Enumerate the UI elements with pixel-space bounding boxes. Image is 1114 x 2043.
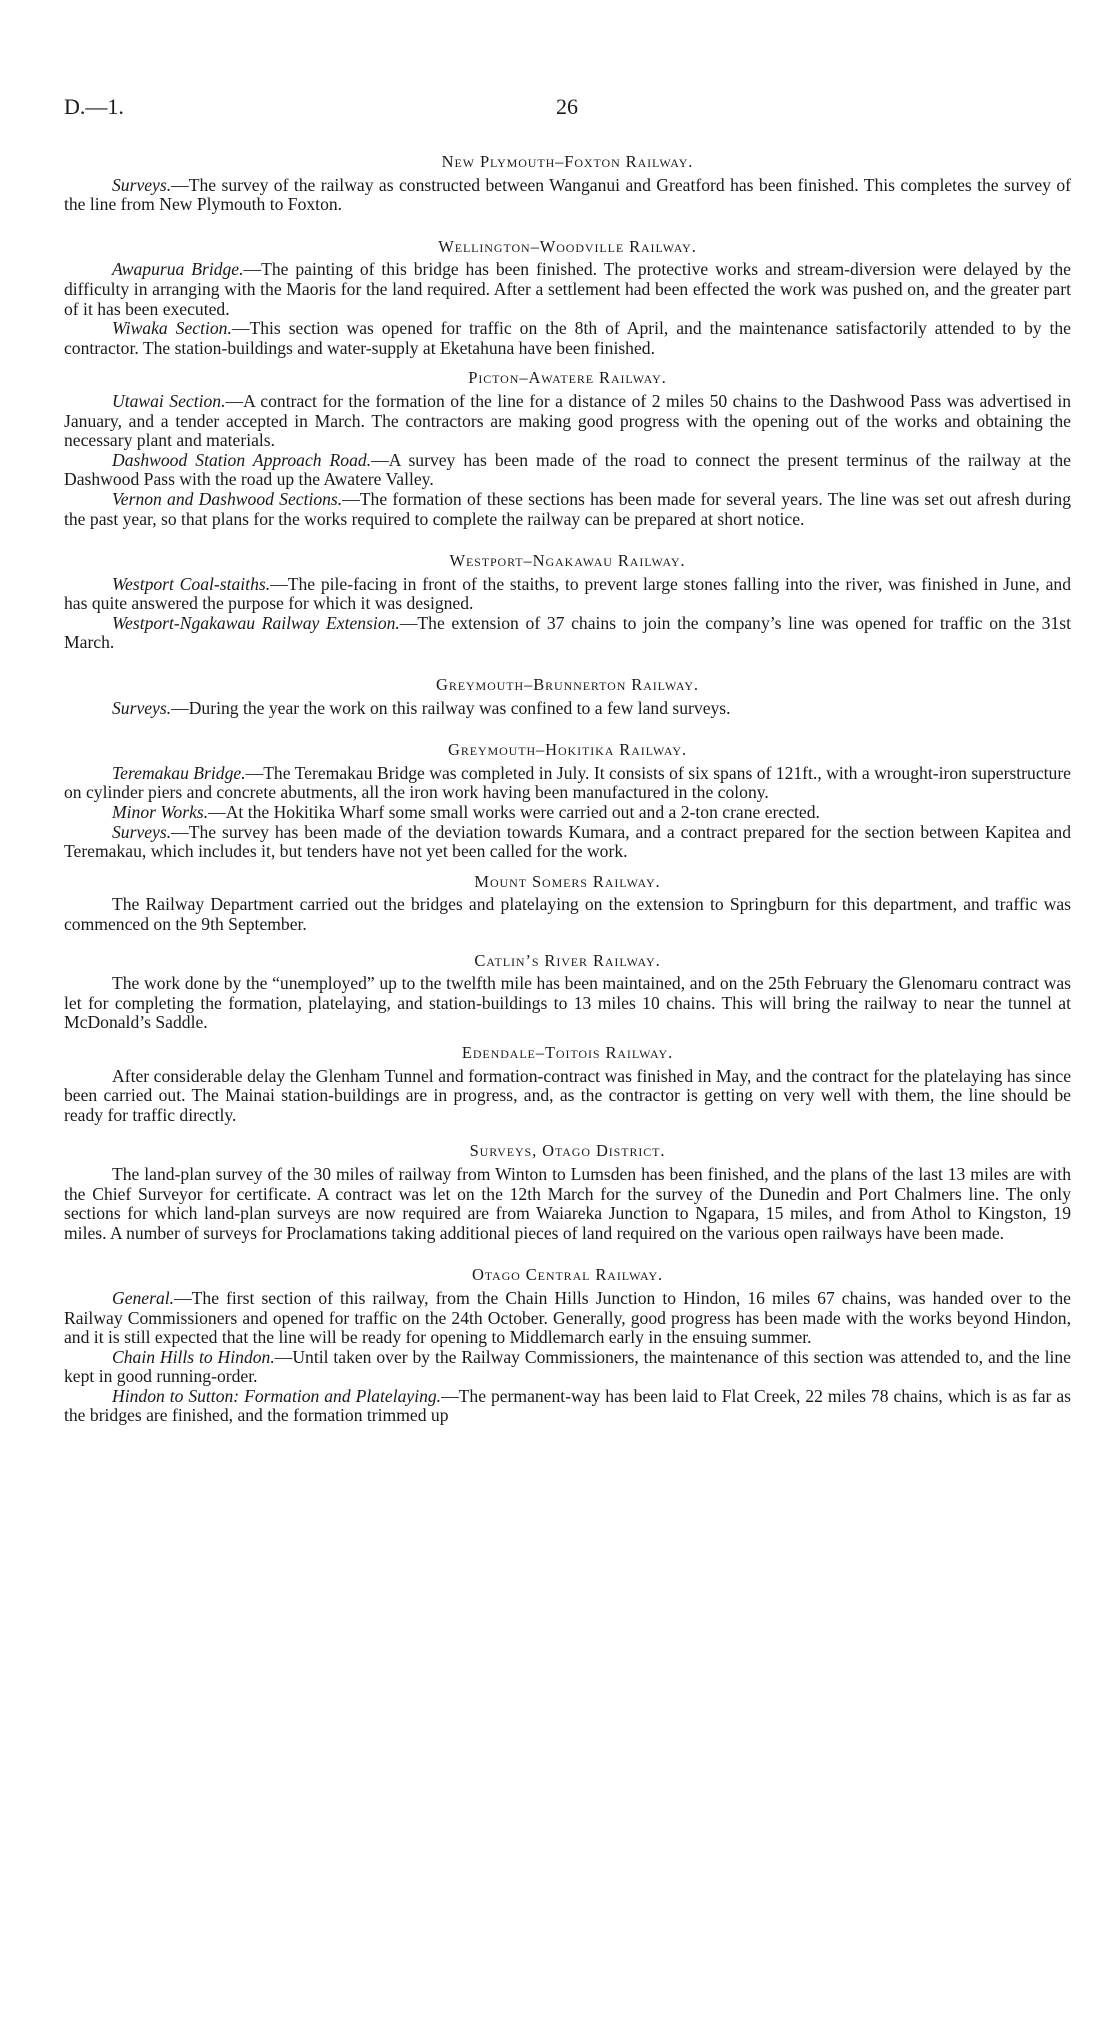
paragraph-text: —During the year the work on this railway was confined to a few land surveys. bbox=[171, 697, 731, 718]
page-number: 26 bbox=[556, 94, 578, 119]
page-header bbox=[64, 94, 1064, 124]
paragraph-text: —This section was opened for traffic on the 8th of April, and the maintenance satisfactorily attended to by the contractor. The station-buildings and water-supply at Eketahuna have been finished. bbox=[64, 318, 1071, 358]
section-title: Greymouth–Brunnerton Railway. bbox=[436, 675, 699, 695]
paragraph bbox=[64, 1348, 1071, 1387]
paragraph-lead: Surveys. bbox=[112, 821, 172, 842]
section-title: Westport–Ngakawau Railway. bbox=[449, 551, 686, 571]
paragraph bbox=[64, 1165, 1071, 1243]
section-title: Edendale–Toitois Railway. bbox=[461, 1042, 674, 1062]
paragraph bbox=[64, 490, 1071, 529]
paragraph-text: —The extension of 37 chains to join the company’s line was opened for traffic on the 31st March. bbox=[64, 612, 1071, 653]
paragraph bbox=[64, 1067, 1071, 1126]
paragraph-lead: Awapurua Bridge. bbox=[112, 259, 244, 280]
paragraph-lead: Minor Works. bbox=[112, 802, 209, 823]
paragraph-text: —The formation of these sections has been made for several years. The line was set out afresh during the past year, so that plans for the works required to complete the railway can be prepared at short notice. bbox=[64, 488, 1071, 529]
paragraph bbox=[64, 451, 1071, 490]
paragraph-text: —The Teremakau Bridge was completed in July. It consists of six spans of 121ft., with a wrought-iron superstructure on cylinder piers and concrete abutments, all the iron work having been manufactured in the colony. bbox=[64, 762, 1071, 803]
paragraph bbox=[64, 392, 1071, 451]
document-reference: D.—1. bbox=[64, 94, 124, 119]
paragraph-lead: General. bbox=[112, 1287, 175, 1308]
paragraph-lead: Dashwood Station Approach Road. bbox=[112, 449, 372, 470]
paragraph-text: —The permanent-way has been laid to Flat Creek, 22 miles 78 chains, which is as far as the bridges are finished, and the formation trimmed up bbox=[64, 1385, 1071, 1426]
paragraph bbox=[64, 1289, 1071, 1348]
paragraph-lead: Surveys. bbox=[112, 174, 172, 195]
paragraph bbox=[64, 176, 1071, 215]
paragraph bbox=[64, 575, 1071, 614]
paragraph-lead: Teremakau Bridge. bbox=[112, 762, 246, 783]
paragraph-text: —A contract for the formation of the line for a distance of 2 miles 50 chains to the Dashwood Pass was advertised in January, and a tender accepted in March. The contractors are making good progress with the opening out of the works and obtaining the necessary plant and materials. bbox=[64, 390, 1071, 451]
paragraph-text: After considerable delay the Glenham Tunnel and formation-contract was finished in May, and the contract for the platelaying has since been carried out. The Mainai station-buildings are in progress, and, as the contractor is getting on very well with them, the line should be ready for traffic directly. bbox=[64, 1065, 1071, 1125]
paragraph bbox=[64, 895, 1071, 934]
paragraph bbox=[64, 803, 1071, 823]
paragraph-text: —Until taken over by the Railway Commissioners, the maintenance of this section was attended to, and the line kept in good running-order. bbox=[64, 1346, 1071, 1387]
paragraph-lead: Wiwaka Section. bbox=[112, 318, 232, 339]
document-body bbox=[64, 152, 1071, 1426]
section-title: Picton–Awatere Railway. bbox=[468, 368, 667, 388]
section-title: New Plymouth–Foxton Railway. bbox=[441, 152, 694, 171]
section-title: Catlin’s River Railway. bbox=[474, 950, 661, 970]
paragraph bbox=[64, 614, 1071, 653]
paragraph-text: —At the Hokitika Wharf some small works were carried out and a 2-ton crane erected. bbox=[208, 802, 820, 823]
paragraph-text: —The survey has been made of the deviation towards Kumara, and a contract prepared for the section between Kapitea and Teremakau, which includes it, but tenders have not yet been called for the work. bbox=[64, 821, 1071, 862]
paragraph bbox=[64, 699, 1071, 719]
paragraph-text: The Railway Department carried out the bridges and platelaying on the extension to Springburn for this department, and traffic was commenced on the 9th September. bbox=[64, 894, 1071, 934]
paragraph-lead: Hindon to Sutton: Formation and Platelaying. bbox=[112, 1385, 442, 1406]
paragraph-text: The land-plan survey of the 30 miles of railway from Winton to Lumsden has been finished, and the plans of the last 13 miles are with the Chief Surveyor for certificate. A contract was let on the 12th March for the survey of the Dunedin and Port Chalmers line. The only sections for which land-plan surveys are now required are from Waiareka Junction to Ngapara, 15 miles, and from Athol to Kingston, 19 miles. A number of surveys for Proclamations taking additional pieces of land required on the various open railways have been made. bbox=[64, 1163, 1071, 1243]
paragraph bbox=[64, 823, 1071, 862]
paragraph bbox=[64, 1387, 1071, 1426]
section-title: Greymouth–Hokitika Railway. bbox=[448, 740, 687, 760]
paragraph-text: —The pile-facing in front of the staiths, to prevent large stones falling into the river, was finished in June, and has quite answered the purpose for which it was designed. bbox=[64, 573, 1071, 614]
paragraph-lead: Vernon and Dashwood Sections. bbox=[112, 488, 343, 509]
section-title: Otago Central Railway. bbox=[471, 1265, 664, 1285]
paragraph-text: —The first section of this railway, from the Chain Hills Junction to Hindon, 16 miles 67 chains, was handed over to the Railway Commissioners and opened for traffic on the 24th October. Generally, good progress has been made with the works beyond Hindon, and it is still expected that the line will be ready for opening to Middlemarch early in the ensuing summer. bbox=[64, 1287, 1071, 1348]
paragraph bbox=[64, 764, 1071, 803]
paragraph-text: —The painting of this bridge has been finished. The protective works and stream-diversion were delayed by the difficulty in arranging with the Maoris for the land required. After a settlement had been effected the work was pushed on, and the greater part of it has been executed. bbox=[64, 259, 1071, 319]
paragraph bbox=[64, 319, 1071, 358]
section-title: Wellington–Woodville Railway. bbox=[438, 236, 697, 256]
paragraph-text: The work done by the “unemployed” up to the twelfth mile has been maintained, and on the 25th February the Glenomaru contract was let for completing the formation, platelaying, and station-buildings to 13 miles 10 chains. This will bring the railway to near the tunnel at McDonald’s Saddle. bbox=[64, 973, 1071, 1033]
paragraph-lead: Westport-Ngakawau Railway Extension. bbox=[112, 612, 400, 633]
section-title: Surveys, Otago District. bbox=[469, 1141, 666, 1161]
section-title: Mount Somers Railway. bbox=[474, 871, 661, 891]
paragraph-lead: Westport Coal-staiths. bbox=[112, 573, 271, 594]
paragraph-lead: Chain Hills to Hindon. bbox=[112, 1346, 275, 1367]
paragraph bbox=[64, 974, 1071, 1033]
paragraph bbox=[64, 260, 1071, 319]
paragraph-text: —The survey of the railway as constructed between Wanganui and Greatford has been finished. This completes the survey of the line from New Plymouth to Foxton. bbox=[64, 174, 1071, 215]
paragraph-lead: Surveys. bbox=[112, 697, 172, 718]
paragraph-lead: Utawai Section. bbox=[112, 390, 226, 411]
paragraph-text: —A survey has been made of the road to connect the present terminus of the railway at the Dashwood Pass with the road up the Awatere Valley. bbox=[64, 449, 1071, 490]
